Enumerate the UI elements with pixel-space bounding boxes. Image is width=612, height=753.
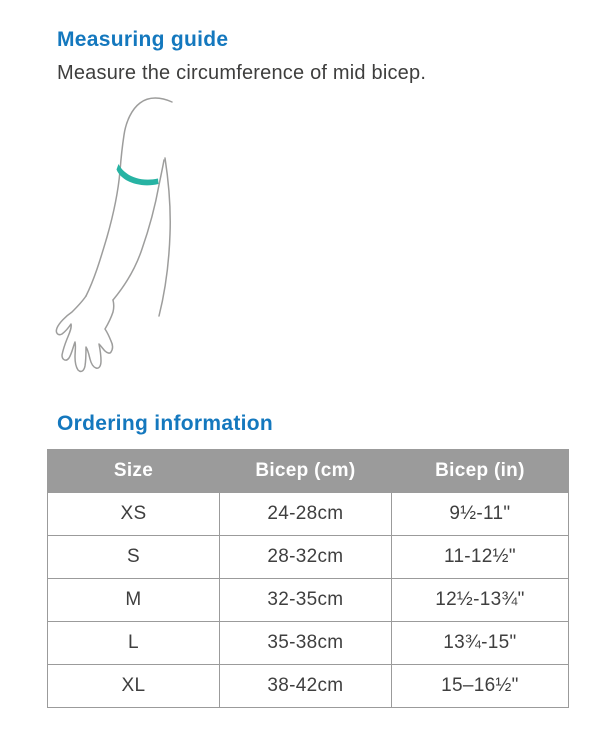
hand-outline — [56, 296, 113, 371]
measuring-guide-description: Measure the circumference of mid bicep. — [57, 62, 427, 85]
cell-size: XS — [48, 493, 220, 536]
arm-outline-outer — [86, 98, 172, 296]
arm-illustration — [55, 96, 240, 379]
arm-with-band-icon — [55, 96, 240, 379]
cell-bicep-cm: 32-35cm — [219, 579, 391, 622]
table-row-s — [48, 536, 569, 579]
column-header-bicep-cm: Bicep (cm) — [219, 450, 391, 493]
table-header-row — [48, 450, 569, 493]
cell-bicep-in: 13¾-15" — [391, 622, 568, 665]
table-row-l — [48, 622, 569, 665]
cell-bicep-cm: 28-32cm — [219, 536, 391, 579]
cell-bicep-cm: 24-28cm — [219, 493, 391, 536]
column-header-bicep-in: Bicep (in) — [391, 450, 568, 493]
cell-size: XL — [48, 665, 220, 708]
column-header-size: Size — [48, 450, 220, 493]
cell-bicep-cm: 35-38cm — [219, 622, 391, 665]
cell-size: L — [48, 622, 220, 665]
table-row-xl — [48, 665, 569, 708]
torso-line — [159, 158, 170, 316]
cell-size: M — [48, 579, 220, 622]
ordering-table — [47, 449, 569, 708]
table-row-m — [48, 579, 569, 622]
table-row-xs — [48, 493, 569, 536]
cell-bicep-in: 15–16½" — [391, 665, 568, 708]
measuring-guide-title: Measuring guide — [57, 28, 229, 51]
cell-bicep-in: 11-12½" — [391, 536, 568, 579]
cell-size: S — [48, 536, 220, 579]
measuring-band — [117, 164, 159, 185]
cell-bicep-in: 12½-13¾" — [391, 579, 568, 622]
cell-bicep-cm: 38-42cm — [219, 665, 391, 708]
ordering-information-title: Ordering information — [57, 412, 273, 436]
cell-bicep-in: 9½-11" — [391, 493, 568, 536]
